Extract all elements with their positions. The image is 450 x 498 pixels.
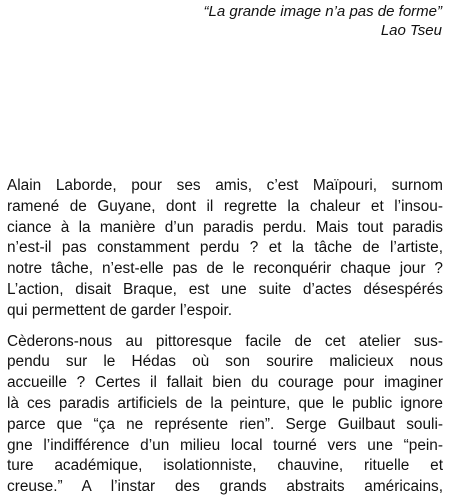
text-line: n’est-il pas constamment perdu ? et la tâche de l’artiste, <box>7 239 443 257</box>
text-line: Alain Laborde, pour ses amis, c’est Maïpouri, surnom <box>7 177 443 194</box>
paragraph-1 <box>7 176 443 322</box>
text-line: ture académique, isolationniste, chauvine, rituelle et <box>7 457 443 475</box>
epigraph-quote: “La grande image n’a pas de forme” <box>203 3 442 20</box>
text-line: creuse.” A l’instar des grands abstraits américains, <box>7 478 443 496</box>
text-line: parce que “ça ne représente rien”. Serge Guilbaut souli- <box>7 415 443 433</box>
text-line: pendu sur le Hédas où son sourire malicieux nous <box>7 353 443 371</box>
text-line: ciance à la manière d’un paradis perdu. Mais tout paradis <box>7 218 443 236</box>
epigraph-author: Lao Tseu <box>380 22 442 39</box>
text-line: notre tâche, n’est-elle pas de le reconquérir chaque jour ? <box>7 260 443 278</box>
text-line: gne l’indifférence d’un milieu local tourné vers une “pein- <box>7 436 443 454</box>
paragraph-2 <box>7 332 443 498</box>
text-line: qui permettent de garder l’espoir. <box>7 301 233 319</box>
text-line: L’action, disait Braque, est une suite d’actes désespérés <box>7 280 443 298</box>
paragraph-gap <box>7 322 443 332</box>
text-line: Cèderons-nous au pittoresque facile de cet atelier sus- <box>7 332 443 350</box>
body-text <box>7 176 443 498</box>
epigraph <box>204 2 442 40</box>
text-line: ramené de Guyane, dont il regrette la chaleur et l’insou- <box>7 197 443 215</box>
text-line: là ces paradis artificiels de la peinture, que le public ignore <box>7 394 443 412</box>
text-line: accueille ? Certes il fallait bien du courage pour imaginer <box>7 374 443 392</box>
